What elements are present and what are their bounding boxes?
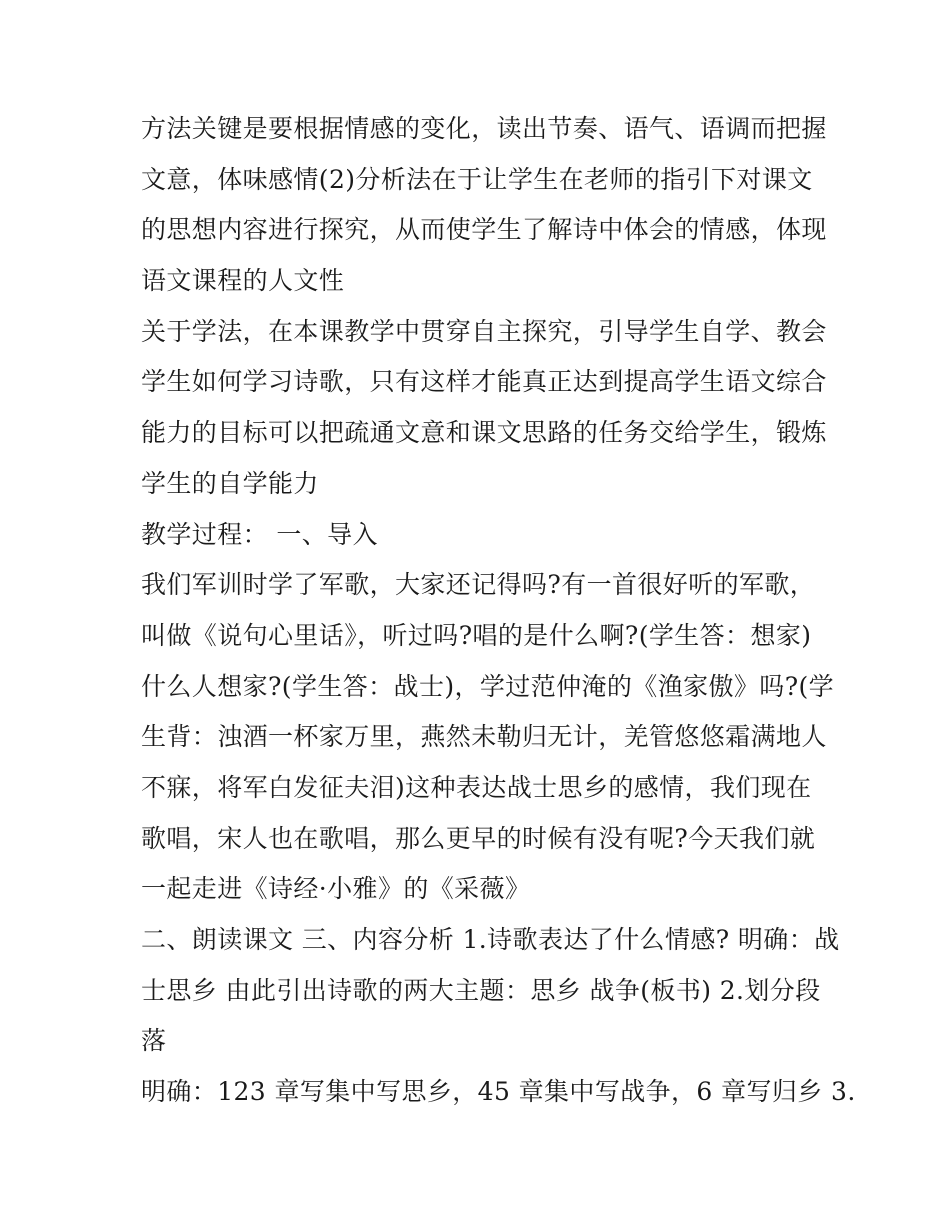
text-line: 能力的目标可以把疏通文意和课文思路的任务交给学生，锻炼 [141, 418, 827, 448]
text-line: 的思想内容进行探究，从而使学生了解诗中体会的情感，体现 [141, 215, 827, 245]
text-line: 叫做《说句心里话》，听过吗?唱的是什么啊?(学生答：想家) [141, 620, 812, 650]
text-line: 方法关键是要根据情感的变化，读出节奏、语气、语调而把握 [141, 114, 827, 143]
text-line: 明确：123 章写集中写思乡，45 章集中写战争，6 章写归乡 3. [141, 1077, 856, 1107]
document-body [141, 104, 856, 1118]
text-line: 学生如何学习诗歌，只有这样才能真正达到提高学生语文综合 [141, 367, 827, 397]
text-line: 落 [141, 1026, 167, 1056]
text-line: 文意，体味感情(2)分析法在于让学生在老师的指引下对课文 [141, 164, 813, 194]
section-heading: 教学过程： 一、导入 [141, 519, 378, 549]
text-line: 二、朗读课文 三、内容分析 1.诗歌表达了什么情感? 明确：战 [141, 925, 840, 954]
text-line: 语文课程的人文性 [141, 266, 345, 296]
text-line: 什么人想家?(学生答：战士)，学过范仲淹的《渔家傲》吗?(学 [141, 671, 835, 701]
text-line: 一起走进《诗经·小雅》的《采薇》 [141, 874, 531, 904]
text-line: 士思乡 由此引出诗歌的两大主题：思乡 战争(板书) 2.划分段 [141, 975, 821, 1005]
text-line: 学生的自学能力 [141, 468, 319, 498]
text-line: 歌唱，宋人也在歌唱，那么更早的时候有没有呢?今天我们就 [141, 823, 816, 853]
text-line: 生背：浊酒一杯家万里，燕然未勒归无计，羌管悠悠霜满地人 [141, 722, 827, 752]
text-line: 我们军训时学了军歌，大家还记得吗?有一首很好听的军歌， [141, 570, 816, 600]
text-line: 不寐，将军白发征夫泪)这种表达战士思乡的感情，我们现在 [141, 772, 812, 802]
text-line: 关于学法，在本课教学中贯穿自主探究，引导学生自学、教会 [141, 316, 827, 346]
